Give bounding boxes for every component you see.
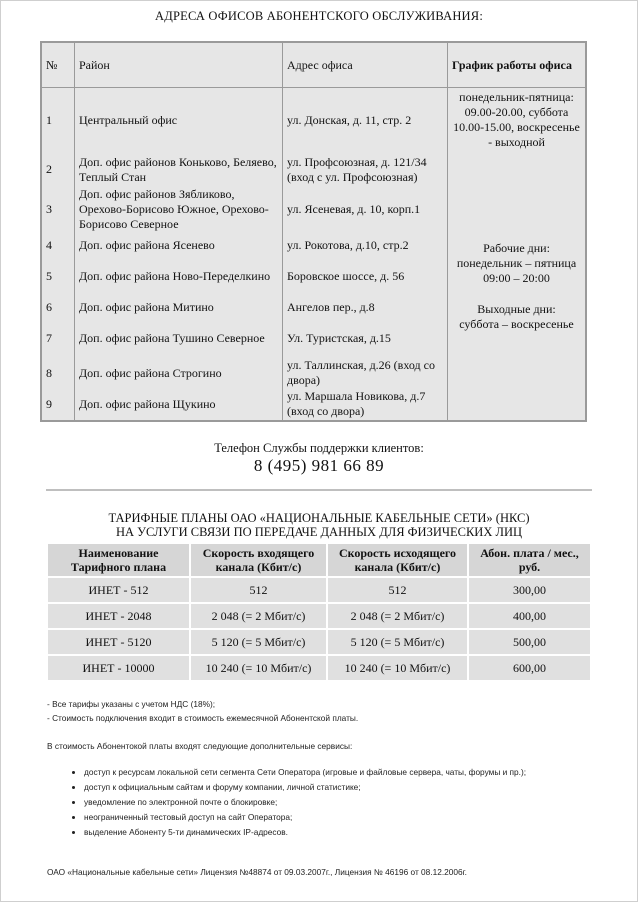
col-district-header: Район xyxy=(75,42,283,88)
outgoing-speed: 10 240 (= 10 Мбит/с) xyxy=(327,655,468,681)
service-item: • уведомление по электронной почте о блокировке; xyxy=(84,797,614,808)
workdays-title: Рабочие дни: xyxy=(483,241,550,255)
outgoing-speed: 512 xyxy=(327,577,468,603)
office-address: ул. Профсоюзная, д. 121/34 (вход с ул. Профсоюзная) xyxy=(283,154,448,186)
tariff-name: ИНЕТ - 2048 xyxy=(47,603,190,629)
office-address: ул. Таллинская, д.26 (вход со двора) xyxy=(283,358,448,389)
tariff-row xyxy=(47,629,591,655)
office-num: 1 xyxy=(41,88,75,154)
office-row xyxy=(41,88,586,154)
tariff-row xyxy=(47,603,591,629)
tariff-name: ИНЕТ - 5120 xyxy=(47,629,190,655)
monthly-fee: 600,00 xyxy=(468,655,591,681)
office-num: 5 xyxy=(41,258,75,296)
outgoing-speed-header: Скорость исходящего канала (Кбит/с) xyxy=(327,543,468,577)
offices-title: АДРЕСА ОФИСОВ АБОНЕНТСКОГО ОБСЛУЖИВАНИЯ: xyxy=(155,9,483,23)
monthly-fee-header: Абон. плата / мес., руб. xyxy=(468,543,591,577)
office-district: Центральный офис xyxy=(75,88,283,154)
services-intro: В стоимость Абонентокой платы входят следующие дополнительные сервисы: xyxy=(47,741,353,751)
divider xyxy=(46,489,592,491)
tariffs-title xyxy=(0,511,638,539)
office-address: ул. Донская, д. 11, стр. 2 xyxy=(283,88,448,154)
tariff-name-header: Наименование Тарифного плана xyxy=(47,543,190,577)
office-district: Доп. офис района Строгино xyxy=(75,358,283,389)
workdays: понедельник – пятница xyxy=(456,256,577,270)
schedule-central: понедельник-пятница: 09.00-20.00, суббота 10.00-15.00, воскресенье - выходной xyxy=(448,88,587,154)
note-vat: - Все тарифы указаны с учетом НДС (18%); xyxy=(47,699,216,709)
tariff-row xyxy=(47,577,591,603)
office-num: 2 xyxy=(41,154,75,186)
service-item: • неограниченный тестовый доступ на сайт Оператора; xyxy=(84,812,614,823)
office-address: Ангелов пер., д.8 xyxy=(283,296,448,320)
office-address: ул. Рокотова, д.10, стр.2 xyxy=(283,234,448,258)
outgoing-speed: 5 120 (= 5 Мбит/с) xyxy=(327,629,468,655)
weekend-title: Выходные дни: xyxy=(477,302,556,316)
tariffs-title-line2: НА УСЛУГИ СВЯЗИ ПО ПЕРЕДАЧЕ ДАННЫХ ДЛЯ ФИЗИЧЕСКИХ ЛИЦ xyxy=(116,525,522,539)
note-connection: - Стоимость подключения входит в стоимость ежемесячной Абонентской платы. xyxy=(47,713,359,723)
tariff-name: ИНЕТ - 512 xyxy=(47,577,190,603)
outgoing-speed: 2 048 (= 2 Мбит/с) xyxy=(327,603,468,629)
office-district: Доп. офис района Митино xyxy=(75,296,283,320)
office-address: ул. Маршала Новикова, д.7 (вход со двора) xyxy=(283,389,448,421)
tariffs-table xyxy=(46,542,592,682)
office-district: Доп. офис районов Коньково, Беляево, Теплый Стан xyxy=(75,154,283,186)
tariffs-header-row xyxy=(47,543,591,577)
incoming-speed: 2 048 (= 2 Мбит/с) xyxy=(190,603,327,629)
col-schedule-header: График работы офиса xyxy=(448,42,587,88)
incoming-speed: 5 120 (= 5 Мбит/с) xyxy=(190,629,327,655)
office-num: 3 xyxy=(41,186,75,234)
service-item: • выделение Абоненту 5-ти динамических IP-адресов. xyxy=(84,827,614,838)
tariff-row xyxy=(47,655,591,681)
offices-header-row xyxy=(41,42,586,88)
tariffs-title-line1: ТАРИФНЫЕ ПЛАНЫ ОАО «НАЦИОНАЛЬНЫЕ КАБЕЛЬНЫЕ СЕТИ» (НКС) xyxy=(108,511,530,525)
office-district: Доп. офис районов Зябликово, Орехово-Борисово Южное, Орехово-Борисово Северное xyxy=(75,186,283,234)
office-district: Доп. офис района Щукино xyxy=(75,389,283,421)
offices-table xyxy=(40,41,587,422)
monthly-fee: 400,00 xyxy=(468,603,591,629)
office-num: 6 xyxy=(41,296,75,320)
office-district: Доп. офис района Тушино Северное xyxy=(75,320,283,358)
workhours: 09:00 – 20:00 xyxy=(483,271,550,285)
office-num: 8 xyxy=(41,358,75,389)
services-list xyxy=(64,767,614,842)
office-address: ул. Ясеневая, д. 10, корп.1 xyxy=(283,186,448,234)
monthly-fee: 500,00 xyxy=(468,629,591,655)
office-row xyxy=(41,154,586,186)
office-num: 9 xyxy=(41,389,75,421)
incoming-speed: 512 xyxy=(190,577,327,603)
weekend: суббота – воскресенье xyxy=(459,317,574,331)
office-num: 7 xyxy=(41,320,75,358)
tariff-name: ИНЕТ - 10000 xyxy=(47,655,190,681)
service-item: • доступ к ресурсам локальной сети сегмента Сети Оператора (игровые и файловые сервера, чаты, форумы и пр.); xyxy=(84,767,614,778)
office-district: Доп. офис района Ново-Переделкино xyxy=(75,258,283,296)
office-address: Ул. Туристская, д.15 xyxy=(283,320,448,358)
support-label: Телефон Службы поддержки клиентов: xyxy=(214,441,424,455)
office-num: 4 xyxy=(41,234,75,258)
office-district: Доп. офис района Ясенево xyxy=(75,234,283,258)
license-note: ОАО «Национальные кабельные сети» Лицензия №48874 от 09.03.2007г., Лицензия № 46196 от 08.12.2006г. xyxy=(47,867,467,877)
incoming-speed: 10 240 (= 10 Мбит/с) xyxy=(190,655,327,681)
schedule-other xyxy=(448,154,587,421)
service-item: • доступ к официальным сайтам и форуму компании, личной статистике; xyxy=(84,782,614,793)
support-phone: 8 (495) 981 66 89 xyxy=(253,456,385,475)
office-address: Боровское шоссе, д. 56 xyxy=(283,258,448,296)
monthly-fee: 300,00 xyxy=(468,577,591,603)
col-address-header: Адрес офиса xyxy=(283,42,448,88)
col-num-header: № xyxy=(41,42,75,88)
incoming-speed-header: Скорость входящего канала (Кбит/с) xyxy=(190,543,327,577)
